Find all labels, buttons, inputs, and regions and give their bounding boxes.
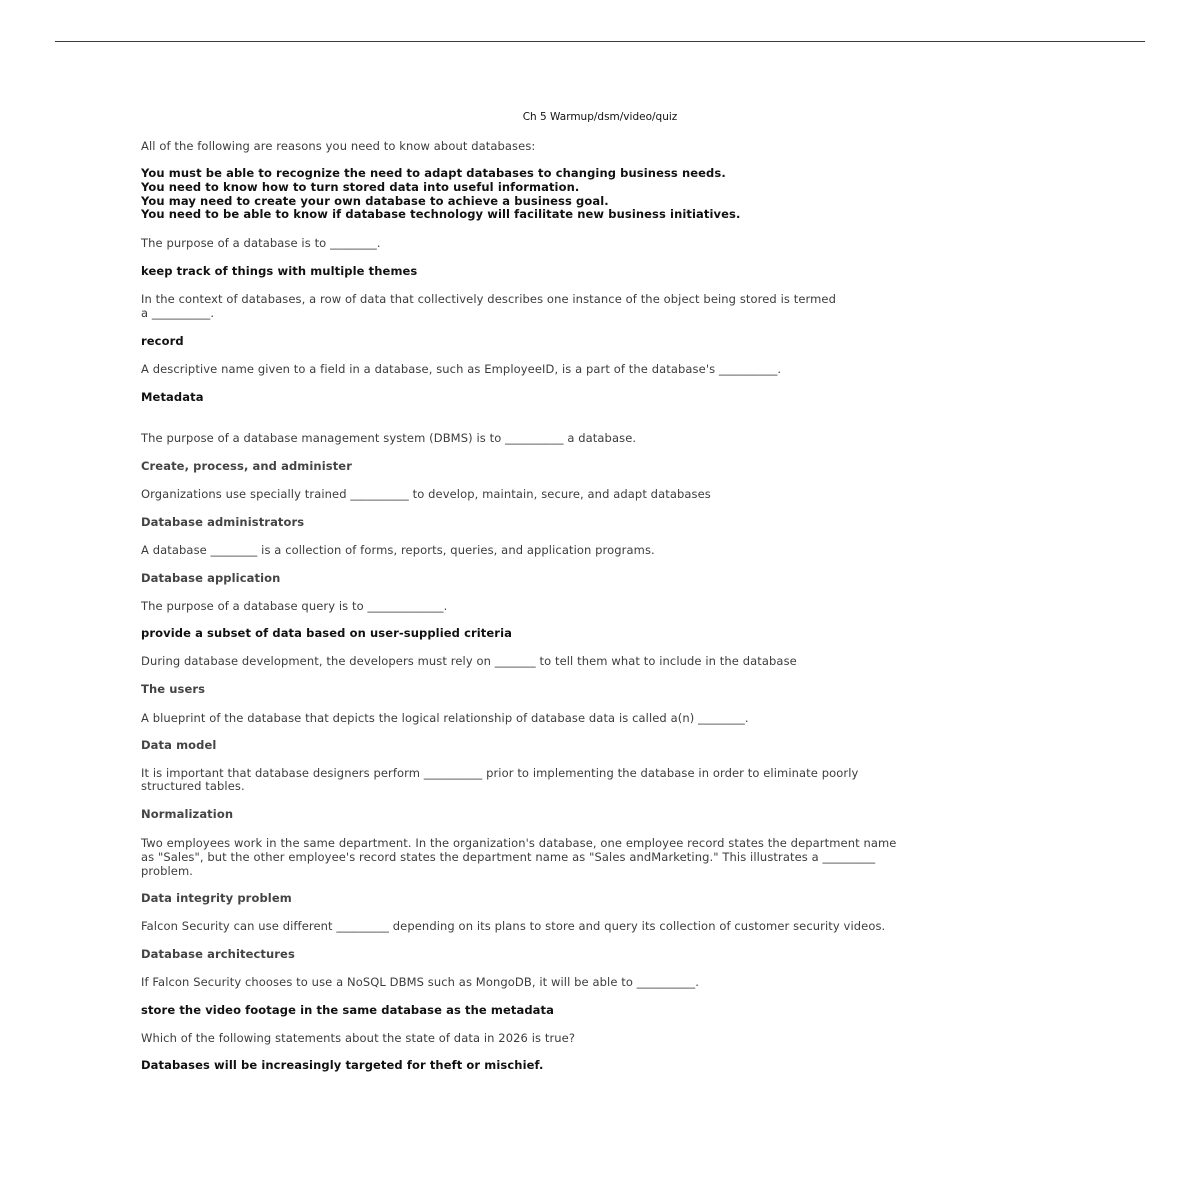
answer-13: store the video footage in the same database as the metadata	[141, 1003, 554, 1017]
question-9: A blueprint of the database that depicts the logical relationship of database data is called a(n) ________.	[141, 711, 749, 725]
answer-3: Metadata	[141, 390, 204, 404]
answer-5: Database administrators	[141, 515, 305, 529]
question-10-line-1: It is important that database designers perform __________ prior to implementing the database in order to eliminate poorly	[141, 766, 859, 780]
header-rule	[55, 41, 1145, 42]
question-6: A database ________ is a collection of forms, reports, queries, and application programs.	[141, 543, 655, 557]
question-2-line-2: a __________.	[141, 306, 215, 320]
reason-3: You may need to create your own database to achieve a business goal.	[141, 194, 609, 208]
reason-2: You need to know how to turn stored data into useful information.	[141, 180, 580, 194]
question-11-line-1: Two employees work in the same department. In the organization's database, one employee record states the department name	[141, 836, 897, 850]
answer-12: Database architectures	[141, 947, 295, 961]
answer-11: Data integrity problem	[141, 891, 292, 905]
intro-text: All of the following are reasons you need to know about databases:	[141, 139, 536, 153]
answer-10: Normalization	[141, 807, 234, 821]
question-11-line-3: problem.	[141, 864, 194, 878]
question-10-line-2: structured tables.	[141, 779, 245, 793]
answer-1: keep track of things with multiple themes	[141, 264, 418, 278]
question-12: Falcon Security can use different _________ depending on its plans to store and query its collection of customer security videos.	[141, 919, 886, 933]
question-2-line-1: In the context of databases, a row of data that collectively describes one instance of the object being stored is termed	[141, 292, 837, 306]
question-7: The purpose of a database query is to _____________.	[141, 599, 448, 613]
answer-8: The users	[141, 682, 206, 696]
question-11-line-2: as "Sales", but the other employee's record states the department name as "Sales andMarketing." This illustrates a _________	[141, 850, 876, 864]
answer-4: Create, process, and administer	[141, 459, 352, 473]
question-5: Organizations use specially trained __________ to develop, maintain, secure, and adapt databases	[141, 487, 711, 501]
question-1: The purpose of a database is to ________.	[141, 236, 381, 250]
answer-14: Databases will be increasingly targeted for theft or mischief.	[141, 1058, 544, 1072]
question-4: The purpose of a database management system (DBMS) is to __________ a database.	[141, 431, 637, 445]
question-14: Which of the following statements about the state of data in 2026 is true?	[141, 1031, 576, 1045]
answer-9: Data model	[141, 738, 217, 752]
page-title: Ch 5 Warmup/dsm/video/quiz	[522, 111, 678, 123]
reason-4: You need to be able to know if database technology will facilitate new business initiatives.	[141, 207, 741, 221]
answer-2: record	[141, 334, 184, 348]
question-3: A descriptive name given to a field in a database, such as EmployeeID, is a part of the database's __________.	[141, 362, 782, 376]
answer-7: provide a subset of data based on user-supplied criteria	[141, 626, 512, 640]
reason-1: You must be able to recognize the need to adapt databases to changing business needs.	[141, 166, 726, 180]
question-8: During database development, the developers must rely on _______ to tell them what to include in the database	[141, 654, 797, 668]
question-13: If Falcon Security chooses to use a NoSQL DBMS such as MongoDB, it will be able to __________.	[141, 975, 700, 989]
answer-6: Database application	[141, 571, 281, 585]
